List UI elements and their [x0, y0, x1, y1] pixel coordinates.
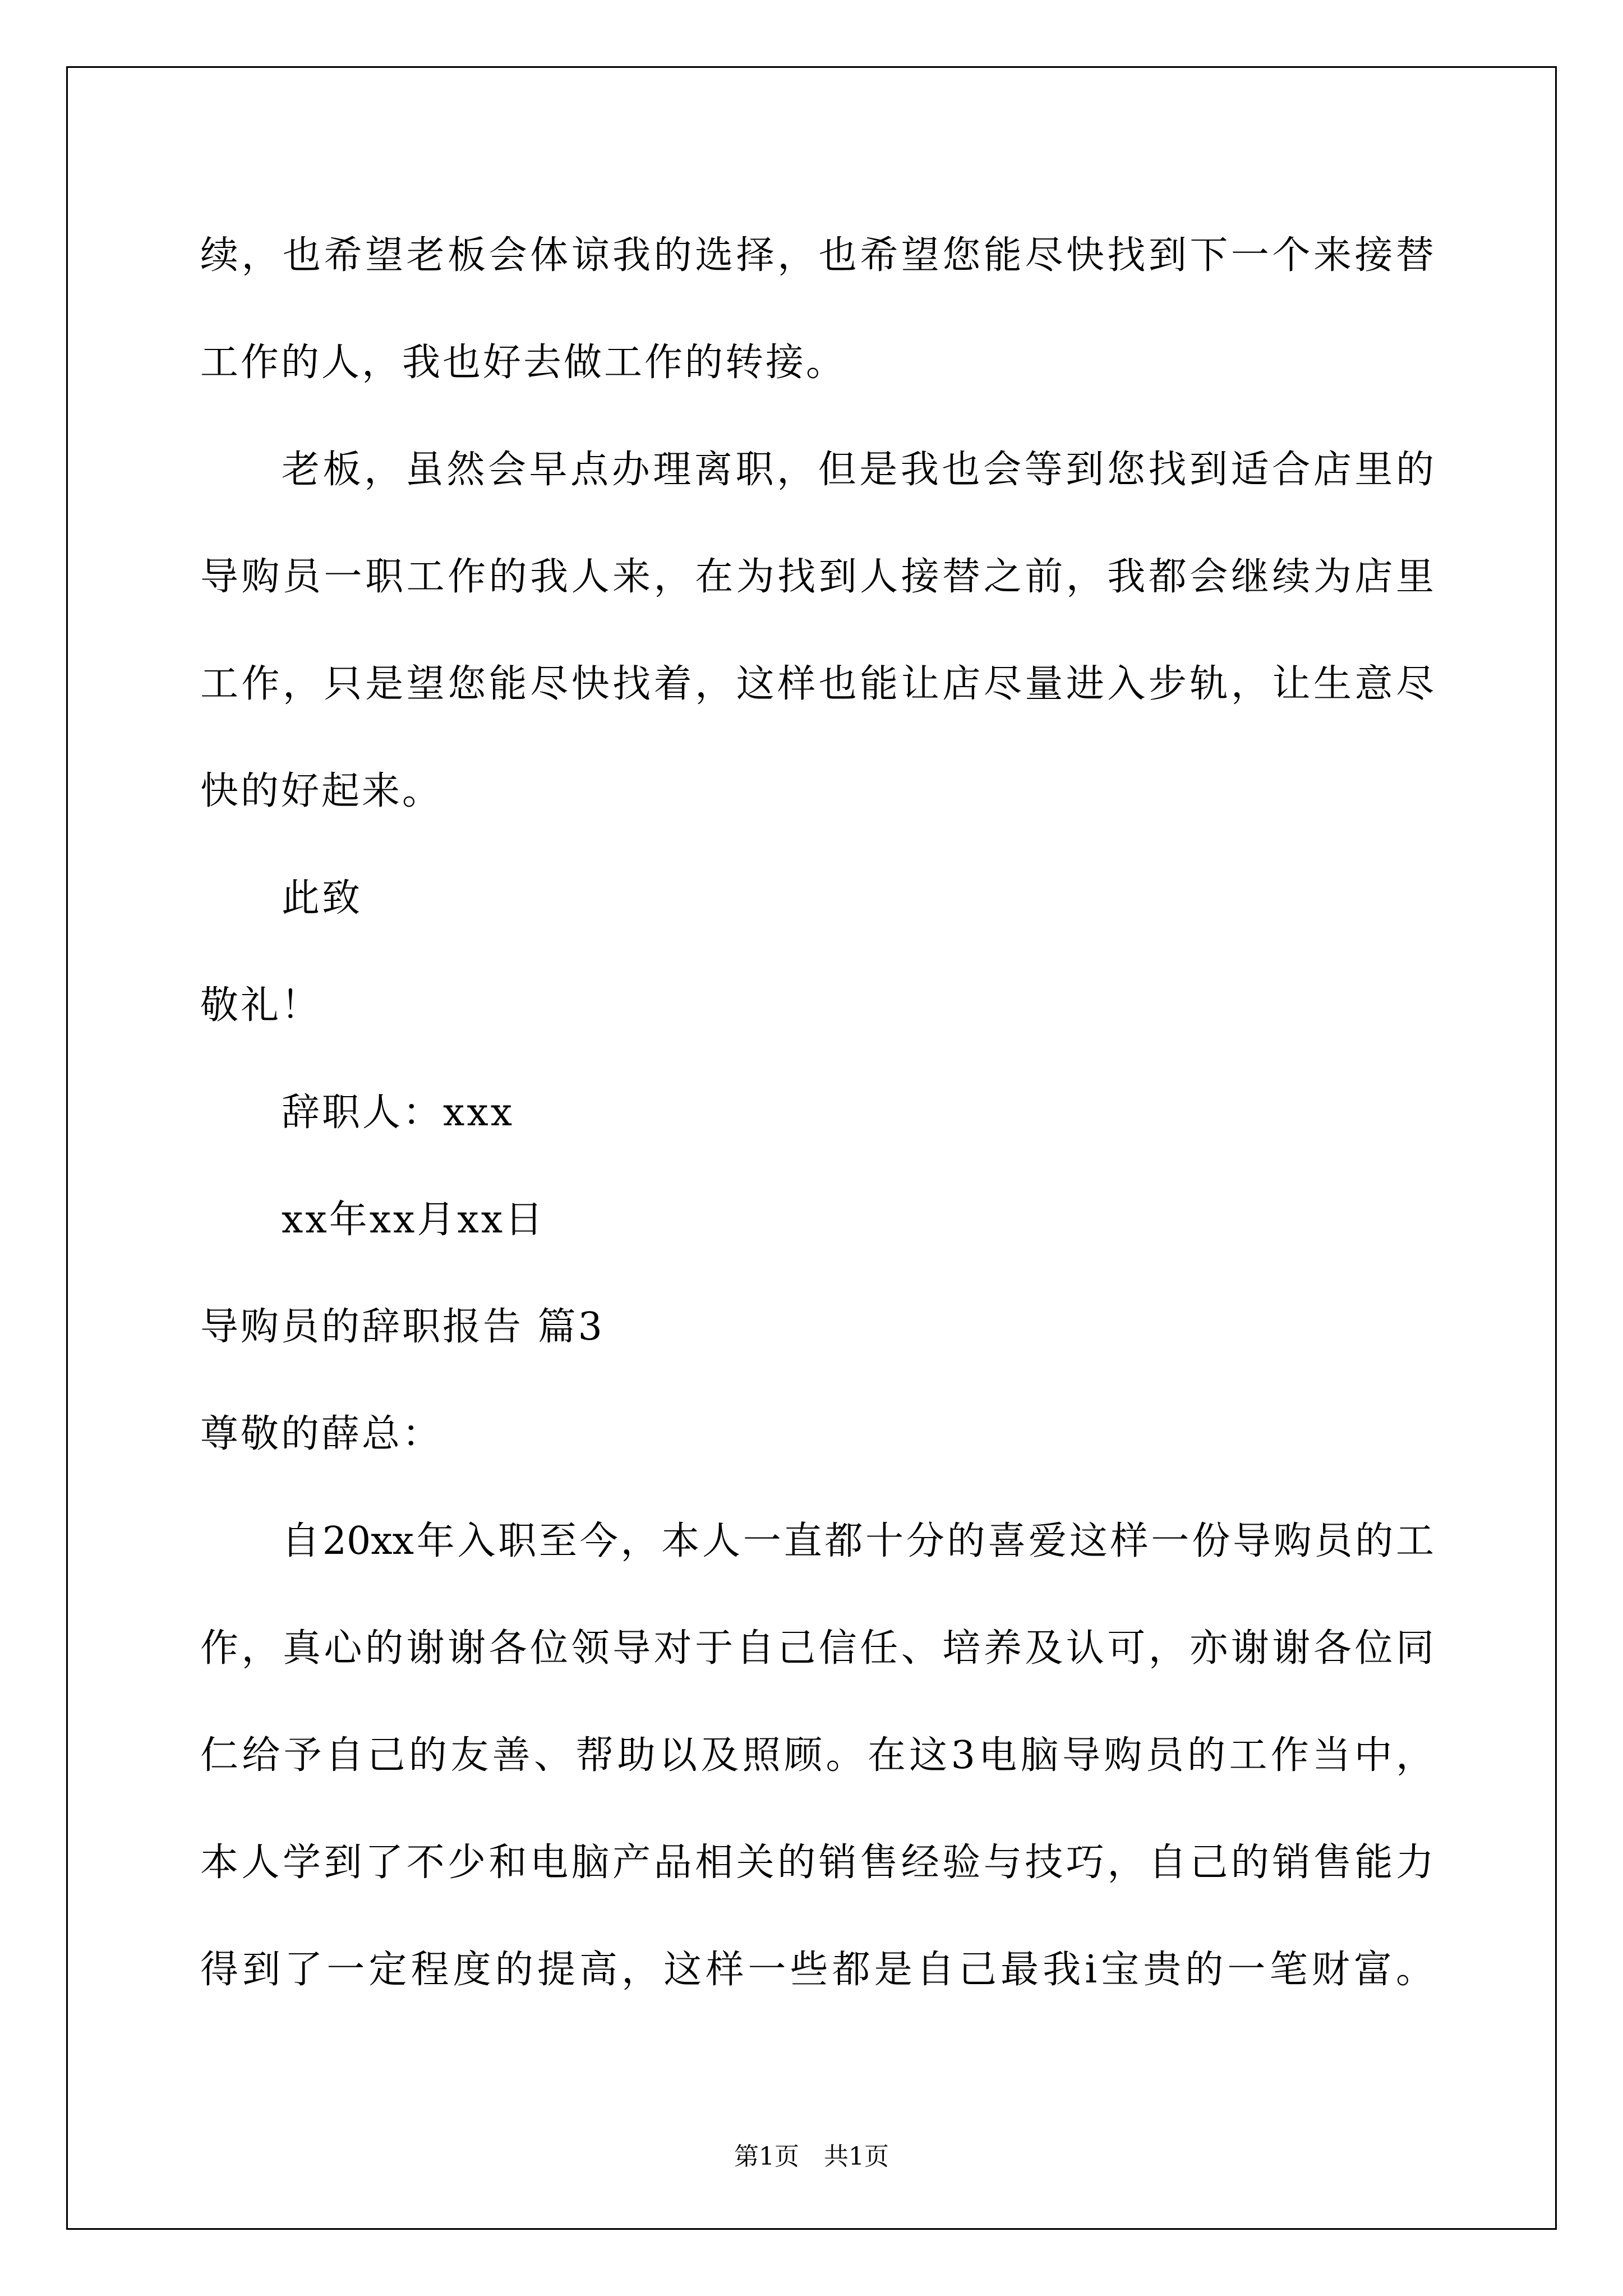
- letter-greeting: 尊敬的薛总：: [200, 1412, 443, 1456]
- signature-date: xx年xx月xx日: [282, 1198, 546, 1242]
- text-line-16: 本人学到了不少和电脑产品相关的销售经验与技巧，自己的销售能力: [200, 1841, 1434, 1885]
- text-line-17: 得到了一定程度的提高，这样一些都是自己最我i宝贵的一笔财富。: [200, 1948, 1434, 1992]
- text-line-1: 续，也希望老板会体谅我的选择，也希望您能尽快找到下一个来接替: [200, 233, 1434, 278]
- text-line-13: 自20xx年入职至今，本人一直都十分的喜爱这样一份导购员的工: [282, 1519, 1434, 1563]
- text-line-3: 老板，虽然会早点办理离职，但是我也会等到您找到适合店里的: [282, 448, 1434, 492]
- section-heading: 导购员的辞职报告 篇3: [200, 1305, 605, 1349]
- text-line-15: 仁给予自己的友善、帮助以及照顾。在这3电脑导购员的工作当中，: [200, 1733, 1434, 1778]
- signature-name: 辞职人：xxx: [282, 1091, 515, 1135]
- salutation-closing: 此致: [282, 876, 363, 921]
- text-line-5: 工作，只是望您能尽快找着，这样也能让店尽量进入步轨，让生意尽: [200, 662, 1434, 706]
- document-body: [200, 202, 1434, 2023]
- text-line-4: 导购员一职工作的我人来，在为找到人接替之前，我都会继续为店里: [200, 555, 1434, 599]
- page-footer: 第1页 共1页: [734, 2142, 889, 2171]
- text-line-14: 作，真心的谢谢各位领导对于自己信任、培养及认可，亦谢谢各位同: [200, 1626, 1434, 1671]
- text-line-2: 工作的人，我也好去做工作的转接。: [200, 341, 847, 385]
- text-line-6: 快的好起来。: [200, 769, 443, 813]
- salutation-regards: 敬礼！: [200, 983, 322, 1028]
